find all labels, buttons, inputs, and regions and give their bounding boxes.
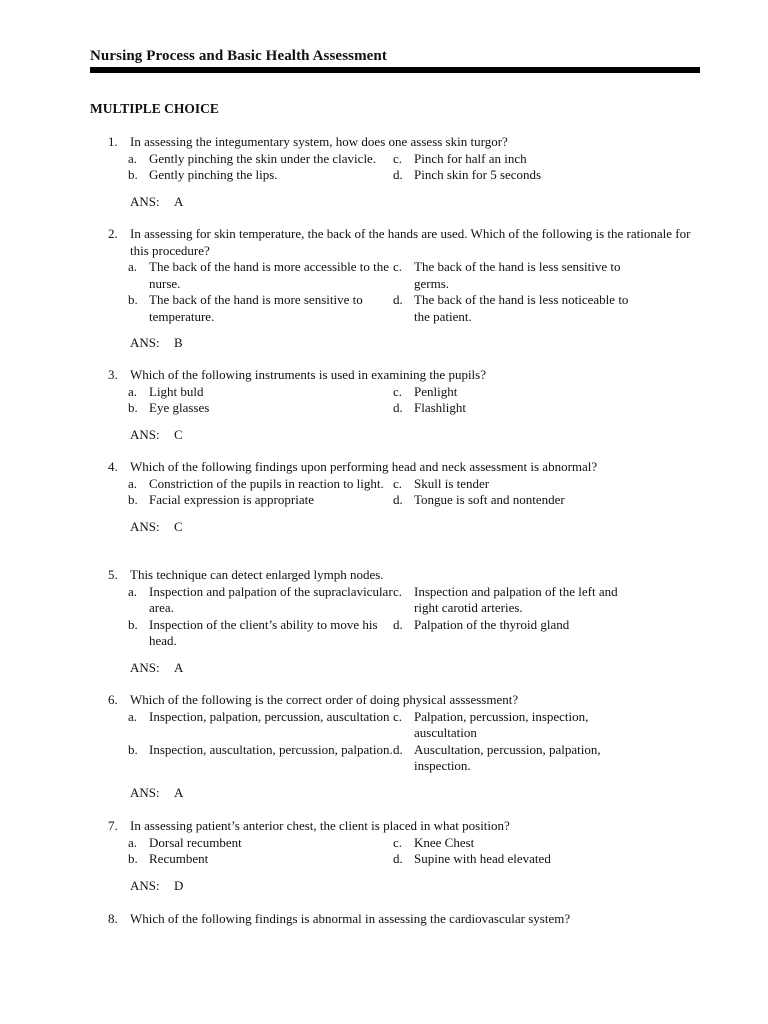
option-letter: d. [393,851,403,866]
option-letter: c. [393,150,403,166]
option-b [128,617,393,650]
question-stem [108,134,708,151]
option-text: Pinch for half an inch [414,150,527,166]
question-text: This technique can detect enlarged lymph nodes. [130,567,384,582]
question-6 [108,692,708,801]
option-text: Light buld [149,383,204,399]
option-text: Penlight [414,383,458,399]
option-letter: b. [128,741,138,757]
option-text: Inspection, palpation, percussion, auscultation [149,708,390,724]
option-d [393,742,634,775]
answer-label: ANS: [130,193,160,209]
question-number: 5. [108,567,118,582]
answer-line [108,194,708,211]
section-heading: MULTIPLE CHOICE [90,101,219,116]
option-a [128,709,393,726]
option-d [393,617,634,634]
answer-label: ANS: [130,659,160,675]
option-a [128,151,393,168]
option-b [128,851,393,868]
options [128,384,708,417]
answer-line [108,878,708,895]
option-d [393,851,634,868]
option-b [128,492,393,509]
answer-value: D [174,877,184,893]
document-title: Nursing Process and Basic Health Assessment [90,48,387,64]
option-c [393,259,634,292]
options [128,476,708,509]
question-7 [108,818,708,894]
option-b [128,742,393,759]
option-letter: d. [393,616,403,632]
option-letter: a. [128,708,138,724]
answer-line [108,785,708,802]
option-text: The back of the hand is more accessible to the nurse. [149,259,390,291]
question-text: Which of the following instruments is used in examining the pupils? [130,367,487,382]
option-text: Palpation, percussion, inspection, auscultation [414,708,589,740]
option-letter: d. [393,492,403,507]
question-number: 8. [108,911,118,926]
question-stem [108,226,708,259]
answer-line [108,519,708,536]
option-letter: c. [393,259,403,274]
question-stem [108,367,708,384]
answer-value: C [174,426,183,442]
option-a [128,835,393,852]
option-text: Constriction of the pupils in reaction to light. [149,475,384,491]
option-letter: b. [128,400,138,415]
option-d [393,492,634,509]
question-text: In assessing the integumentary system, how does one assess skin turgor? [130,134,508,149]
question-stem [108,911,708,928]
option-c [393,835,634,852]
question-number: 3. [108,367,118,382]
question-text: In assessing for skin temperature, the back of the hands are used. Which of the following is the rationale for this procedure? [130,226,691,258]
question-8 [108,911,708,928]
option-letter: b. [128,492,138,507]
option-text: Skull is tender [414,475,490,491]
answer-value: B [174,335,183,350]
option-text: Inspection of the client’s ability to move his head. [149,616,378,648]
option-letter: c. [393,583,403,599]
option-d [393,400,634,417]
option-letter: d. [393,292,403,307]
option-b [128,167,393,184]
option-letter: d. [393,167,403,182]
option-letter: a. [128,583,138,599]
answer-label: ANS: [130,877,160,893]
option-text: Inspection and palpation of the supraclavicular area. [149,583,393,615]
option-text: Pinch skin for 5 seconds [414,167,542,182]
option-letter: b. [128,167,138,182]
option-text: Recumbent [149,851,209,866]
option-letter: c. [393,708,403,724]
answer-line [108,660,708,677]
option-text: Flashlight [414,400,467,415]
question-3 [108,367,708,443]
answer-label: ANS: [130,426,160,442]
answer-label: ANS: [130,518,160,534]
option-c [393,476,634,493]
answer-value: A [174,659,184,675]
answer-value: C [174,518,183,534]
option-letter: a. [128,834,138,850]
option-a [128,476,393,493]
option-letter: a. [128,475,138,491]
option-c [393,151,634,168]
question-number: 1. [108,134,118,149]
option-text: Gently pinching the lips. [149,167,278,182]
question-number: 7. [108,818,118,833]
option-text: The back of the hand is less sensitive to germs. [414,259,621,291]
question-text: In assessing patient’s anterior chest, the client is placed in what position? [130,818,510,833]
option-d [393,167,634,184]
option-letter: c. [393,475,403,491]
options [128,835,708,868]
option-text: Dorsal recumbent [149,834,242,850]
option-a [128,384,393,401]
question-5 [108,567,708,676]
question-1 [108,134,708,210]
option-d [393,292,634,325]
question-stem [108,818,708,835]
option-letter: b. [128,616,138,632]
title-underline-rule [90,67,700,73]
answer-line [108,335,708,352]
question-text: Which of the following findings upon performing head and neck assessment is abnormal? [130,459,598,474]
option-text: Gently pinching the skin under the clavicle. [149,150,377,166]
question-4 [108,459,708,535]
option-text: The back of the hand is less noticeable to the patient. [414,292,629,324]
option-text: Facial expression is appropriate [149,492,314,507]
answer-value: A [174,784,184,800]
options [128,709,708,775]
answer-label: ANS: [130,784,160,800]
option-letter: a. [128,259,138,274]
option-letter: d. [393,400,403,415]
question-text: Which of the following findings is abnormal in assessing the cardiovascular system? [130,911,571,926]
question-number: 2. [108,226,118,241]
option-text: Palpation of the thyroid gland [414,616,570,632]
option-text: Tongue is soft and nontender [414,492,565,507]
answer-line [108,427,708,444]
option-a [128,259,393,292]
options [128,259,708,325]
option-letter: c. [393,383,403,399]
options [128,151,708,184]
question-text: Which of the following is the correct order of doing physical asssessment? [130,692,519,707]
option-text: Auscultation, percussion, palpation, inspection. [414,741,601,773]
question-2 [108,226,708,352]
option-b [128,292,393,325]
option-text: Inspection, auscultation, percussion, palpation. [149,741,393,757]
option-text: Inspection and palpation of the left and right carotid arteries. [414,583,618,615]
option-c [393,384,634,401]
option-a [128,584,393,617]
answer-label: ANS: [130,335,160,350]
question-stem [108,692,708,709]
question-number: 4. [108,459,118,474]
question-stem [108,459,708,476]
option-letter: a. [128,150,138,166]
option-text: The back of the hand is more sensitive to temperature. [149,292,363,324]
option-letter: c. [393,834,403,850]
option-letter: b. [128,851,138,866]
option-letter: d. [393,741,403,757]
option-text: Supine with head elevated [414,851,551,866]
option-text: Eye glasses [149,400,210,415]
option-c [393,709,634,742]
question-number: 6. [108,692,118,707]
option-c [393,584,634,617]
option-b [128,400,393,417]
option-letter: a. [128,383,138,399]
answer-value: A [174,193,184,209]
options [128,584,708,650]
option-text: Knee Chest [414,834,475,850]
option-letter: b. [128,292,138,307]
question-stem [108,567,708,584]
